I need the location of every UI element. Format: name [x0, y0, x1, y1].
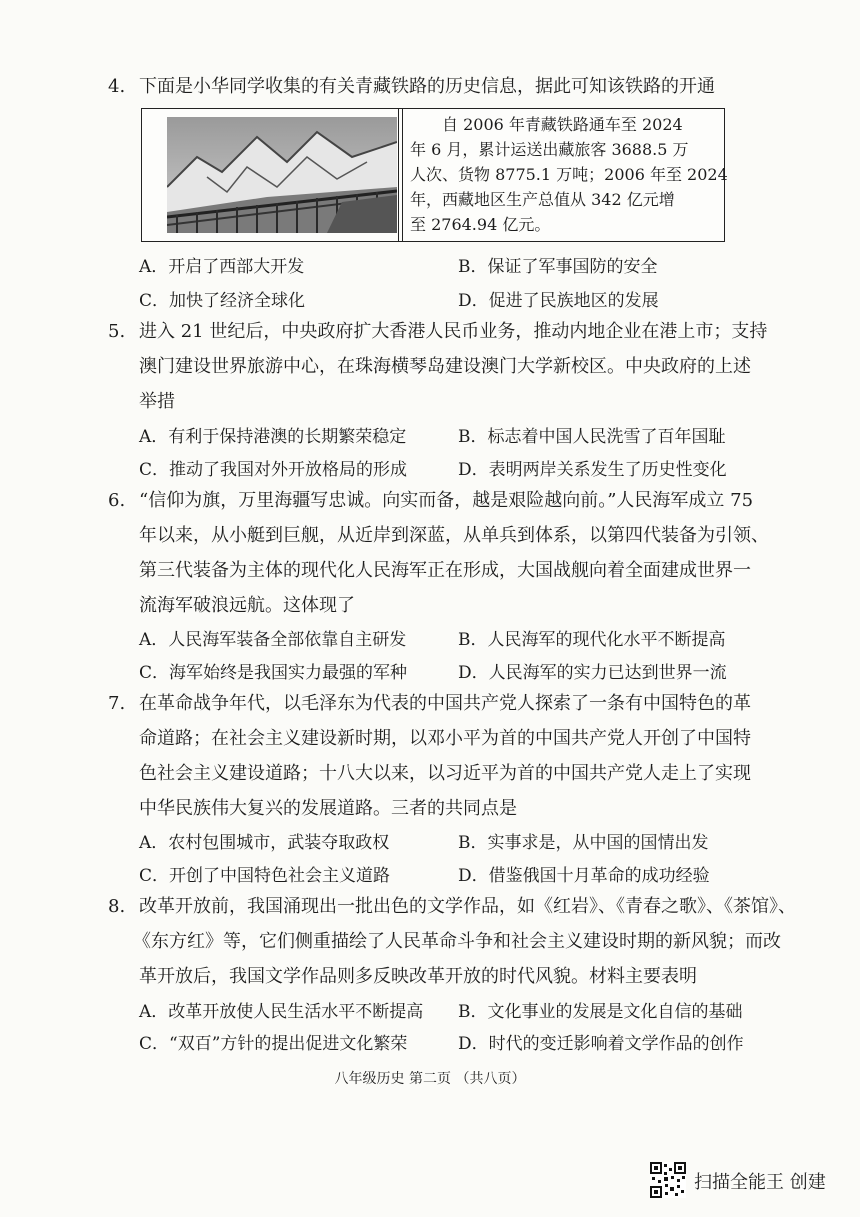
question-text: 命道路；在社会主义建设新时期，以邓小平为首的中国共产党人开创了中国特 — [139, 728, 751, 749]
question-text: 中华民族伟大复兴的发展道路。三者的共同点是 — [139, 798, 517, 819]
option-a[interactable]: A．农村包围城市，武装夺取政权 — [139, 833, 390, 853]
option-c[interactable]: C．开创了中国特色社会主义道路 — [139, 866, 391, 886]
question-text: “信仰为旗，万里海疆写忠诚。向实而备，越是艰险越向前。”人民海军成立 75 — [139, 490, 754, 511]
question-text: 流海军破浪远航。这体现了 — [139, 595, 355, 616]
question-number: 6. — [108, 490, 126, 511]
info-line: 自 2006 年青藏铁路通车至 2024 — [410, 115, 683, 134]
question-text: 举措 — [139, 391, 175, 412]
option-b[interactable]: B．文化事业的发展是文化自信的基础 — [458, 1002, 743, 1022]
option-d[interactable]: D．时代的变迁影响着文学作品的创作 — [458, 1034, 744, 1054]
question-text: 革开放后，我国文学作品则多反映改革开放的时代风貌。材料主要表明 — [139, 966, 697, 987]
option-a[interactable]: A．人民海军装备全部依靠自主研发 — [139, 630, 407, 650]
option-d[interactable]: D．表明两岸关系发生了历史性变化 — [458, 460, 727, 480]
option-b[interactable]: B．标志着中国人民洗雪了百年国耻 — [458, 427, 726, 447]
option-c[interactable]: C．海军始终是我国实力最强的军种 — [139, 663, 408, 683]
question-text: 澳门建设世界旅游中心，在珠海横琴岛建设澳门大学新校区。中央政府的上述 — [139, 356, 751, 377]
question-number: 7. — [108, 693, 126, 714]
question-5 — [108, 315, 828, 425]
watermark-text: 扫描全能王 创建 — [694, 1172, 826, 1193]
question-8 — [108, 890, 828, 1000]
box-divider-inner — [402, 109, 403, 241]
option-b[interactable]: B．保证了军事国防的安全 — [458, 257, 658, 277]
qr-code-icon — [650, 1162, 686, 1198]
option-b[interactable]: B．人民海军的现代化水平不断提高 — [458, 630, 726, 650]
info-line: 至 2764.94 亿元。 — [410, 215, 551, 234]
option-d[interactable]: D．借鉴俄国十月革命的成功经验 — [458, 866, 710, 886]
option-c[interactable]: C．加快了经济全球化 — [139, 291, 306, 311]
scanner-watermark — [650, 1162, 850, 1202]
option-a[interactable]: A．开启了西部大开发 — [139, 257, 305, 277]
question-text: 《东方红》等，它们侧重描绘了人民革命斗争和社会主义建设时期的新风貌；而改 — [133, 931, 781, 952]
question-6 — [108, 484, 828, 624]
question-text: 年以来，从小艇到巨舰，从近岸到深蓝，从单兵到体系，以第四代装备为引领、 — [139, 525, 769, 546]
info-text — [410, 112, 728, 237]
page-footer: 八年级历史 第二页 （共八页） — [334, 1071, 526, 1087]
info-line: 人次、货物 8775.1 万吨；2006 年至 2024 — [410, 165, 728, 184]
option-d[interactable]: D．人民海军的实力已达到世界一流 — [458, 663, 727, 683]
question-text: 下面是小华同学收集的有关青藏铁路的历史信息，据此可知该铁路的开通 — [139, 76, 715, 97]
option-a[interactable]: A．改革开放使人民生活水平不断提高 — [139, 1002, 424, 1022]
railway-photo — [167, 117, 397, 233]
question-number: 5. — [108, 321, 126, 342]
info-line: 年，西藏地区生产总值从 342 亿元增 — [410, 190, 675, 209]
question-text: 进入 21 世纪后，中央政府扩大香港人民币业务，推动内地企业在港上市；支持 — [139, 321, 768, 342]
box-divider — [398, 109, 399, 241]
question-text: 第三代装备为主体的现代化人民海军正在形成，大国战舰向着全面建成世界一 — [139, 560, 751, 581]
question-number: 8. — [108, 896, 126, 917]
option-d[interactable]: D．促进了民族地区的发展 — [458, 291, 659, 311]
option-c[interactable]: C．推动了我国对外开放格局的形成 — [139, 460, 408, 480]
info-line: 年 6 月，累计运送出藏旅客 3688.5 万 — [410, 140, 689, 159]
option-b[interactable]: B．实事求是，从中国的国情出发 — [458, 833, 709, 853]
question-number: 4. — [108, 76, 126, 97]
option-c[interactable]: C．“双百”方针的提出促进文化繁荣 — [139, 1034, 408, 1054]
question-text: 在革命战争年代，以毛泽东为代表的中国共产党人探索了一条有中国特色的革 — [139, 693, 751, 714]
question-7 — [108, 687, 828, 827]
question-text: 色社会主义建设道路；十八大以来，以习近平为首的中国共产党人走上了实现 — [139, 763, 751, 784]
question-text: 改革开放前，我国涌现出一批出色的文学作品，如《红岩》、《青春之歌》、《茶馆》、 — [139, 896, 796, 917]
info-box — [141, 108, 728, 242]
option-a[interactable]: A．有利于保持港澳的长期繁荣稳定 — [139, 427, 407, 447]
